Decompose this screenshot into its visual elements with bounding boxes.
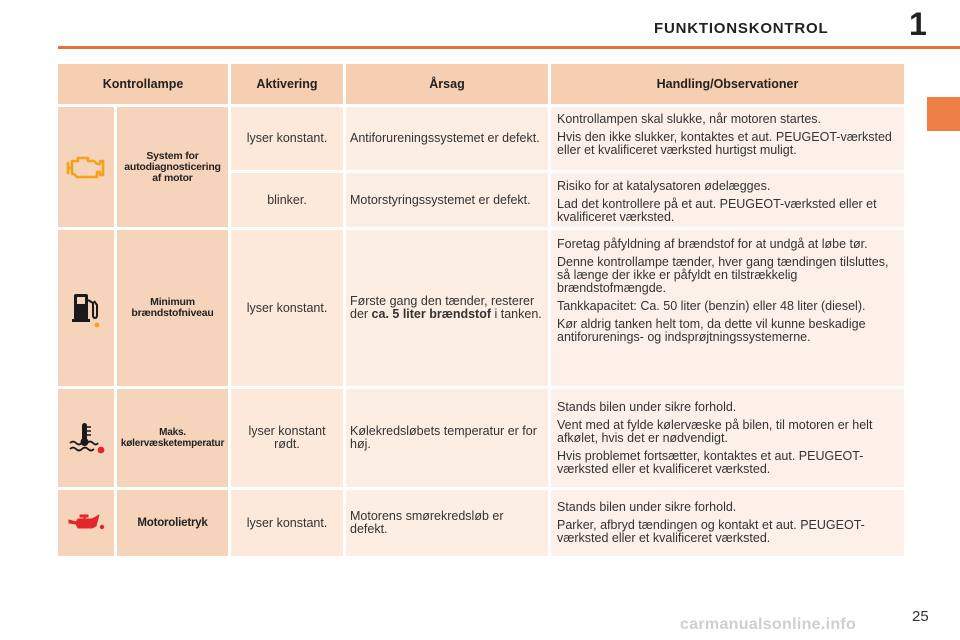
warning-light-name: Motorolietryk	[117, 490, 228, 556]
warning-light-icon-cell	[58, 107, 114, 227]
action-text: Lad det kontrollere på et aut. PEUGEOT-værksted eller et kvalificeret værksted.	[557, 197, 877, 224]
action-cell	[551, 490, 904, 556]
column-header-aarsag: Årsag	[346, 64, 548, 104]
action-text: Kør aldrig tanken helt tom, da dette vil kunne beskadige antiforurenings- og indsprøjtningssystemerne.	[557, 317, 866, 344]
action-text: Risiko for at katalysatoren ødelægges.	[557, 179, 771, 193]
activation-cell: lyser konstant.	[231, 490, 343, 556]
cause-cell: Motorens smørekredsløb er defekt.	[346, 490, 548, 556]
column-header-handling: Handling/Observationer	[551, 64, 904, 104]
action-text: Parker, afbryd tændingen og kontakt et aut. PEUGEOT-værksted eller et kvalificeret værksted.	[557, 518, 865, 545]
activation-cell: lyser konstant.	[231, 230, 343, 386]
cause-cell: Antiforureningssystemet er defekt.	[346, 107, 548, 170]
cause-cell: Motorstyringssystemet er defekt.	[346, 173, 548, 227]
fuel-pump-icon	[69, 288, 103, 328]
action-text: Foretag påfyldning af brændstof for at undgå at løbe tør.	[557, 237, 868, 251]
warning-light-icon-cell	[58, 490, 114, 556]
chapter-number: 1	[909, 6, 927, 42]
activation-cell: lyser konstant.	[231, 107, 343, 170]
column-header-kontrollampe: Kontrollampe	[58, 64, 228, 104]
activation-cell: lyser konstant rødt.	[231, 389, 343, 487]
warning-light-name: System for autodiagnosticering af motor	[117, 107, 228, 227]
oil-can-icon	[66, 512, 106, 534]
activation-cell: blinker.	[231, 173, 343, 227]
header-rule	[58, 46, 960, 49]
page-number: 25	[912, 608, 929, 625]
action-text: Hvis problemet fortsætter, kontaktes et aut. PEUGEOT-værksted eller et kvalificeret værksted.	[557, 448, 864, 476]
cause-cell: Kølekredsløbets temperatur er for høj.	[346, 389, 548, 487]
cause-cell: Første gang den tænder, resterer der ca. 5 liter brændstof i tanken.	[346, 230, 548, 386]
action-cell	[551, 107, 904, 170]
coolant-temperature-icon	[66, 421, 106, 455]
warning-light-icon-cell	[58, 389, 114, 487]
warning-light-name: Maks. kølervæsketemperatur	[117, 389, 228, 487]
column-header-aktivering: Aktivering	[231, 64, 343, 104]
warning-light-name: Minimum brændstofniveau	[117, 230, 228, 386]
action-text: Tankkapacitet: Ca. 50 liter (benzin) eller 48 liter (diesel).	[557, 299, 866, 313]
action-text: Stands bilen under sikre forhold.	[557, 500, 737, 514]
action-text: Vent med at fylde kølervæske på bilen, til motoren er helt afkølet, hvis det er nødvendigt.	[557, 417, 873, 445]
action-cell	[551, 230, 904, 386]
action-cell	[551, 173, 904, 227]
action-text: Denne kontrollampe tænder, hver gang tændingen tilsluttes, så længe der ikke er påfyldt en tilstrækkelig brændstofmængde.	[557, 255, 889, 295]
page-title: FUNKTIONSKONTROL	[654, 20, 829, 37]
action-cell	[551, 389, 904, 487]
action-text: Stands bilen under sikre forhold.	[557, 399, 737, 414]
action-text: Kontrollampen skal slukke, når motoren startes.	[557, 112, 822, 126]
action-text: Hvis den ikke slukker, kontaktes et aut. PEUGEOT-værksted eller et kvalificeret værksted hurtigst muligt.	[557, 130, 892, 157]
watermark: carmanualsonline.info	[680, 616, 857, 633]
engine-check-icon	[66, 153, 106, 181]
chapter-tab	[927, 97, 960, 131]
warning-light-icon-cell	[58, 230, 114, 386]
